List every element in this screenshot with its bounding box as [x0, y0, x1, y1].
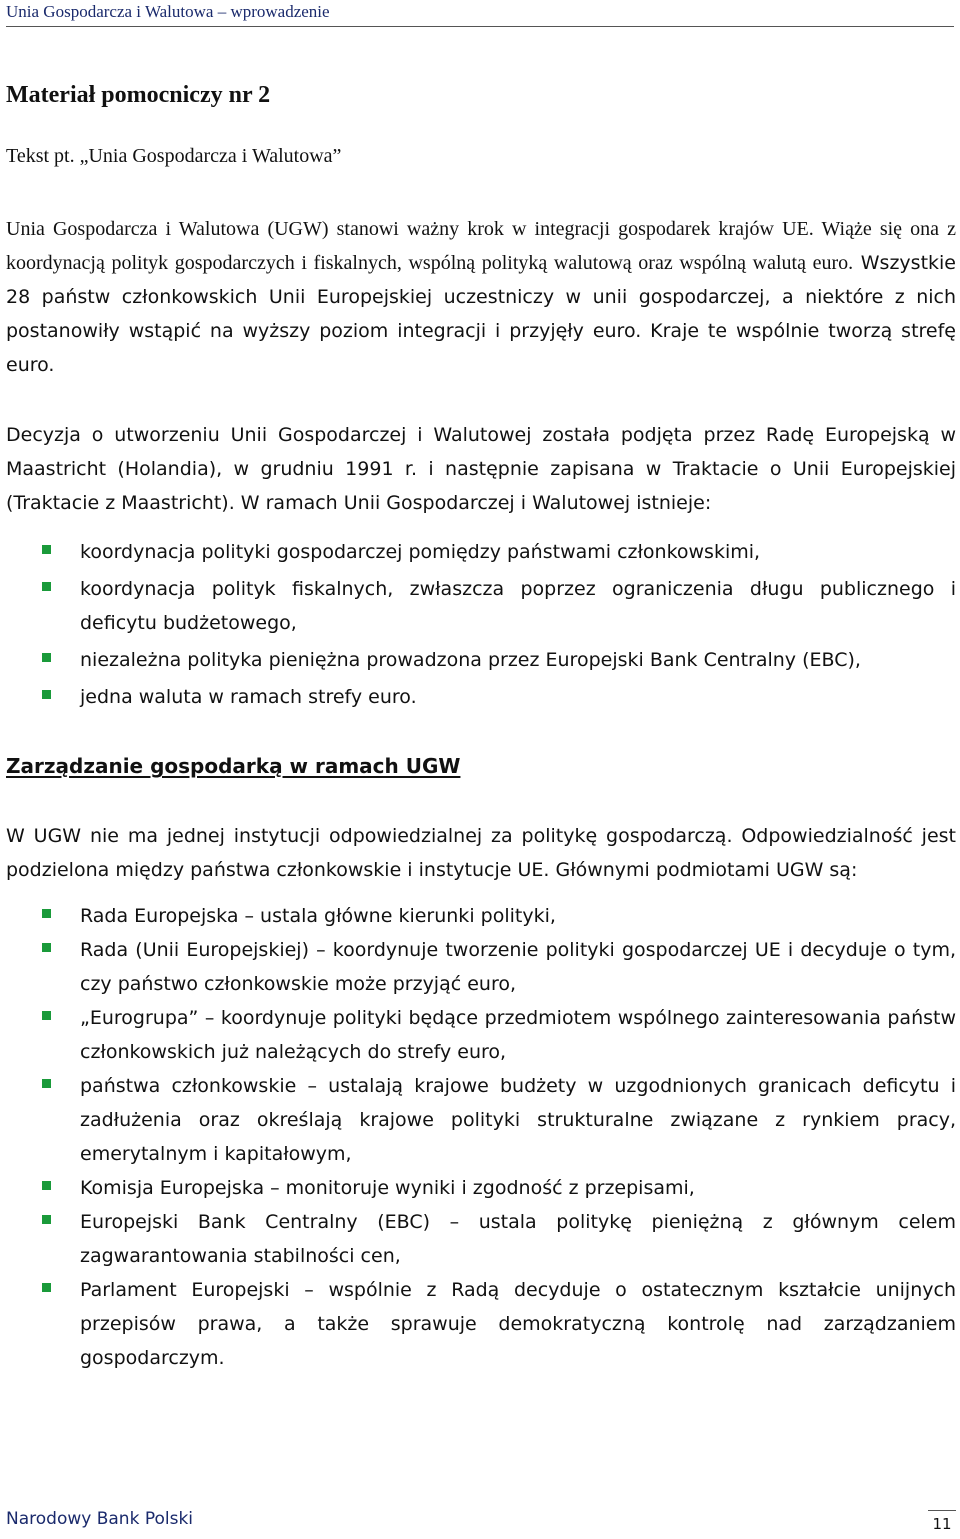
list-item: „Eurogrupa” – koordynuje polityki będące przedmiotem wspólnego zainteresowania państw członkowskich już należących do strefy euro, [0, 1001, 956, 1069]
ugw-elements-list [0, 535, 956, 717]
list-item: Rada Europejska – ustala główne kierunki polityki, [0, 899, 956, 933]
bullet-square-icon [42, 690, 51, 699]
bullet-square-icon [42, 653, 51, 662]
bullet-square-icon [42, 1283, 51, 1292]
bullet-square-icon [42, 1079, 51, 1088]
management-paragraph: W UGW nie ma jednej instytucji odpowiedzialnej za politykę gospodarczą. Odpowiedzialność jest podzielona między państwa członkowskie i instytucje UE. Głównymi podmiotami UGW są: [6, 825, 956, 881]
list-item: państwa członkowskie – ustalają krajowe budżety w uzgodnionych granicach deficytu i zadłużenia oraz określają krajowe polityki strukturalne związane z rynkiem pracy, emerytalnym i kapitałowym, [0, 1069, 956, 1171]
bullet-square-icon [42, 1181, 51, 1190]
footer-publisher: Narodowy Bank Polski [6, 1509, 194, 1529]
list-item: jedna waluta w ramach strefy euro. [0, 680, 956, 714]
text-subtitle: Tekst pt. „Unia Gospodarcza i Walutowa” [6, 145, 342, 167]
bullet-square-icon [42, 909, 51, 918]
list-item: koordynacja polityk fiskalnych, zwłaszcza poprzez ograniczenia długu publicznego i deficytu budżetowego, [0, 572, 956, 640]
list-item: Komisja Europejska – monitoruje wyniki i zgodność z przepisami, [0, 1171, 956, 1205]
bullet-square-icon [42, 582, 51, 591]
list-item: Parlament Europejski – wspólnie z Radą decyduje o ostatecznym kształcie unijnych przepisów prawa, a także sprawuje demokratyczną kontrolę nad zarządzaniem gospodarczym. [0, 1273, 956, 1375]
running-header [6, 0, 954, 27]
page-number: 11 [928, 1510, 956, 1537]
bullet-square-icon [42, 545, 51, 554]
bullet-square-icon [42, 1011, 51, 1020]
running-title: Unia Gospodarcza i Walutowa – wprowadzenie [6, 2, 330, 21]
bullet-square-icon [42, 943, 51, 952]
list-item: Europejski Bank Centralny (EBC) – ustala politykę pieniężną z głównym celem zagwarantowania stabilności cen, [0, 1205, 956, 1273]
list-item: koordynacja polityki gospodarczej pomiędzy państwami członkowskimi, [0, 535, 956, 569]
intro-paragraph-part2: Wszystkie 28 państw członkowskich Unii Europejskiej uczestniczy w unii gospodarczej, a niektóre z nich postanowiły wstąpić na wyższy poziom integracji i przyjęły euro. Kraje te wspólnie tworzą strefę euro. [6, 252, 956, 376]
section-heading: Zarządzanie gospodarką w ramach UGW [6, 754, 461, 778]
bullet-square-icon [42, 1215, 51, 1224]
page-title: Materiał pomocniczy nr 2 [6, 82, 271, 108]
list-item: Rada (Unii Europejskiej) – koordynuje tworzenie polityki gospodarczej UE i decyduje o tym, czy państwo członkowskie może przyjąć euro, [0, 933, 956, 1001]
intro-paragraph [6, 212, 956, 382]
list-item: niezależna polityka pieniężna prowadzona przez Europejski Bank Centralny (EBC), [0, 643, 956, 677]
decision-paragraph: Decyzja o utworzeniu Unii Gospodarczej i Walutowej została podjęta przez Radę Europejską w Maastricht (Holandia), w grudniu 1991 r. i następnie zapisana w Traktacie o Unii Europejskiej (Traktacie z Maastricht). W ramach Unii Gospodarczej i Walutowej istnieje: [6, 424, 956, 514]
ugw-actors-list [0, 899, 956, 1375]
intro-paragraph-part1: Unia Gospodarcza i Walutowa (UGW) stanowi ważny krok w integracji gospodarek krajów UE. Wiąże się ona z koordynacją polityk gospodarczych i fiskalnych, wspólną polityką walutową oraz wspólną walutą euro. [6, 218, 956, 274]
